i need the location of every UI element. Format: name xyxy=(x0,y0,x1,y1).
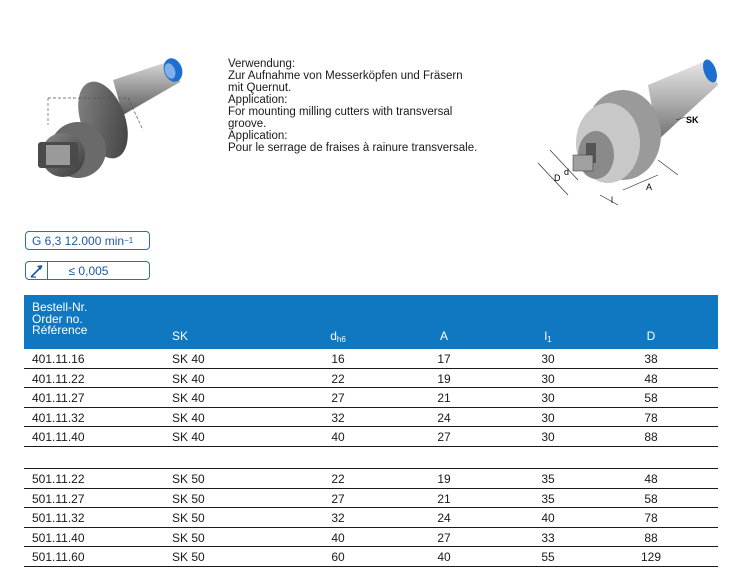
cell-d: 27 xyxy=(331,391,345,406)
balance-speed-spec xyxy=(25,231,150,250)
cell-D: 58 xyxy=(644,391,658,406)
cell-l: 33 xyxy=(541,530,555,545)
header-d-subscript: h6 xyxy=(336,335,346,344)
cell-a: 40 xyxy=(437,550,451,565)
cell-sk: SK 50 xyxy=(172,491,205,506)
cell-order: 501.11.60 xyxy=(32,550,85,565)
cell-l: 35 xyxy=(541,491,555,506)
header-order-en: Order no. xyxy=(32,311,83,326)
dimension-d-small-label: d xyxy=(564,167,570,177)
cell-D: 58 xyxy=(644,491,658,506)
cell-D: 48 xyxy=(644,371,658,386)
cell-a: 17 xyxy=(437,352,451,366)
cell-a: 19 xyxy=(437,471,451,486)
cell-a: 19 xyxy=(437,371,451,386)
header-order-number xyxy=(32,302,87,337)
table-row xyxy=(24,508,718,528)
cell-l: 35 xyxy=(541,471,555,486)
cell-a: 27 xyxy=(437,530,451,545)
header-l xyxy=(542,329,554,344)
cell-a: 27 xyxy=(437,430,451,445)
order-table xyxy=(24,295,718,567)
cell-a: 21 xyxy=(437,391,451,406)
cell-d: 40 xyxy=(331,430,345,445)
runout-value: ≤ 0,005 xyxy=(68,263,109,278)
table-group-sk50 xyxy=(24,468,718,567)
table-row xyxy=(24,489,718,509)
cell-order: 401.11.32 xyxy=(32,410,85,425)
english-heading: Application: xyxy=(228,94,288,106)
balance-speed-exponent: −1 xyxy=(124,236,134,245)
cell-order: 501.11.40 xyxy=(32,530,85,545)
cell-order: 501.11.22 xyxy=(32,471,85,486)
table-row xyxy=(24,427,718,447)
cell-d: 16 xyxy=(331,352,345,366)
cell-d: 27 xyxy=(331,491,345,506)
cell-D: 88 xyxy=(644,530,658,545)
english-text-line-1: For mounting milling cutters with transversal xyxy=(228,106,453,118)
cell-sk: SK 50 xyxy=(172,511,205,526)
cell-l: 30 xyxy=(541,391,555,406)
german-heading: Verwendung: xyxy=(228,58,296,70)
cell-a: 21 xyxy=(437,491,451,506)
table-row xyxy=(24,528,718,548)
dimension-a-label: A xyxy=(646,182,653,192)
application-description xyxy=(228,58,518,154)
table-row xyxy=(24,408,718,428)
cell-D: 129 xyxy=(640,550,662,565)
header-d-text: d xyxy=(330,329,337,343)
cell-sk: SK 40 xyxy=(172,352,205,366)
cell-D: 38 xyxy=(644,352,658,366)
cell-a: 24 xyxy=(437,410,451,425)
cell-d: 40 xyxy=(331,530,345,545)
header-order-de: Bestell-Nr. xyxy=(32,300,88,314)
table-row xyxy=(24,349,718,369)
cell-sk: SK 50 xyxy=(172,530,205,545)
cell-sk: SK 40 xyxy=(172,371,205,386)
table-row xyxy=(24,547,718,567)
cell-order: 501.11.27 xyxy=(32,491,85,506)
header-D: D xyxy=(646,329,656,343)
cell-order: 401.11.16 xyxy=(32,352,85,366)
cell-sk: SK 50 xyxy=(172,471,205,486)
table-row xyxy=(24,469,718,489)
balance-speed-text: G 6,3 12.000 min xyxy=(32,233,125,248)
cell-a: 24 xyxy=(437,511,451,526)
cell-D: 78 xyxy=(644,410,658,425)
runout-spec xyxy=(25,261,150,280)
english-text-line-2: groove. xyxy=(228,118,267,130)
header-l-text: l xyxy=(544,329,548,343)
cell-D: 48 xyxy=(644,471,658,486)
cell-D: 78 xyxy=(644,511,658,526)
french-text: Pour le serrage de fraises à rainure transversale. xyxy=(228,142,478,154)
cell-d: 32 xyxy=(331,410,345,425)
cell-l: 40 xyxy=(541,511,555,526)
group-separator xyxy=(24,447,718,468)
cell-sk: SK 50 xyxy=(172,550,205,565)
cell-l: 30 xyxy=(541,352,555,366)
cell-d: 22 xyxy=(331,471,345,486)
header-l-subscript: 1 xyxy=(547,335,552,344)
cell-l: 30 xyxy=(541,371,555,386)
cell-l: 30 xyxy=(541,430,555,445)
cell-d: 60 xyxy=(331,550,345,565)
table-header xyxy=(24,295,718,349)
dimension-d-large-label: D xyxy=(554,173,561,183)
cell-D: 88 xyxy=(644,430,658,445)
header-a: A xyxy=(439,329,448,343)
cell-sk: SK 40 xyxy=(172,430,205,445)
runout-arrow-icon xyxy=(26,262,48,279)
cell-order: 401.11.27 xyxy=(32,391,85,406)
french-heading: Application: xyxy=(228,130,288,142)
header-sk: SK xyxy=(172,329,189,343)
cell-l: 30 xyxy=(541,410,555,425)
header-order-fr: Référence xyxy=(32,323,88,337)
german-text-line-1: Zur Aufnahme von Messerköpfen und Fräsern xyxy=(228,70,463,82)
tool-holder-photo xyxy=(18,50,198,200)
dimension-drawing xyxy=(528,55,728,225)
cell-sk: SK 40 xyxy=(172,410,205,425)
dimension-sk-label: SK xyxy=(686,115,699,125)
cell-order: 401.11.40 xyxy=(32,430,85,445)
cell-d: 22 xyxy=(331,371,345,386)
cell-order: 501.11.32 xyxy=(32,511,85,526)
header-d xyxy=(326,329,350,344)
cell-sk: SK 40 xyxy=(172,391,205,406)
dimension-l-label: l xyxy=(611,195,613,205)
table-group-sk40 xyxy=(24,349,718,447)
german-text-line-2: mit Quernut. xyxy=(228,82,292,94)
table-row xyxy=(24,388,718,408)
cell-d: 32 xyxy=(331,511,345,526)
table-row xyxy=(24,369,718,389)
cell-order: 401.11.22 xyxy=(32,371,85,386)
cell-l: 55 xyxy=(541,550,555,565)
